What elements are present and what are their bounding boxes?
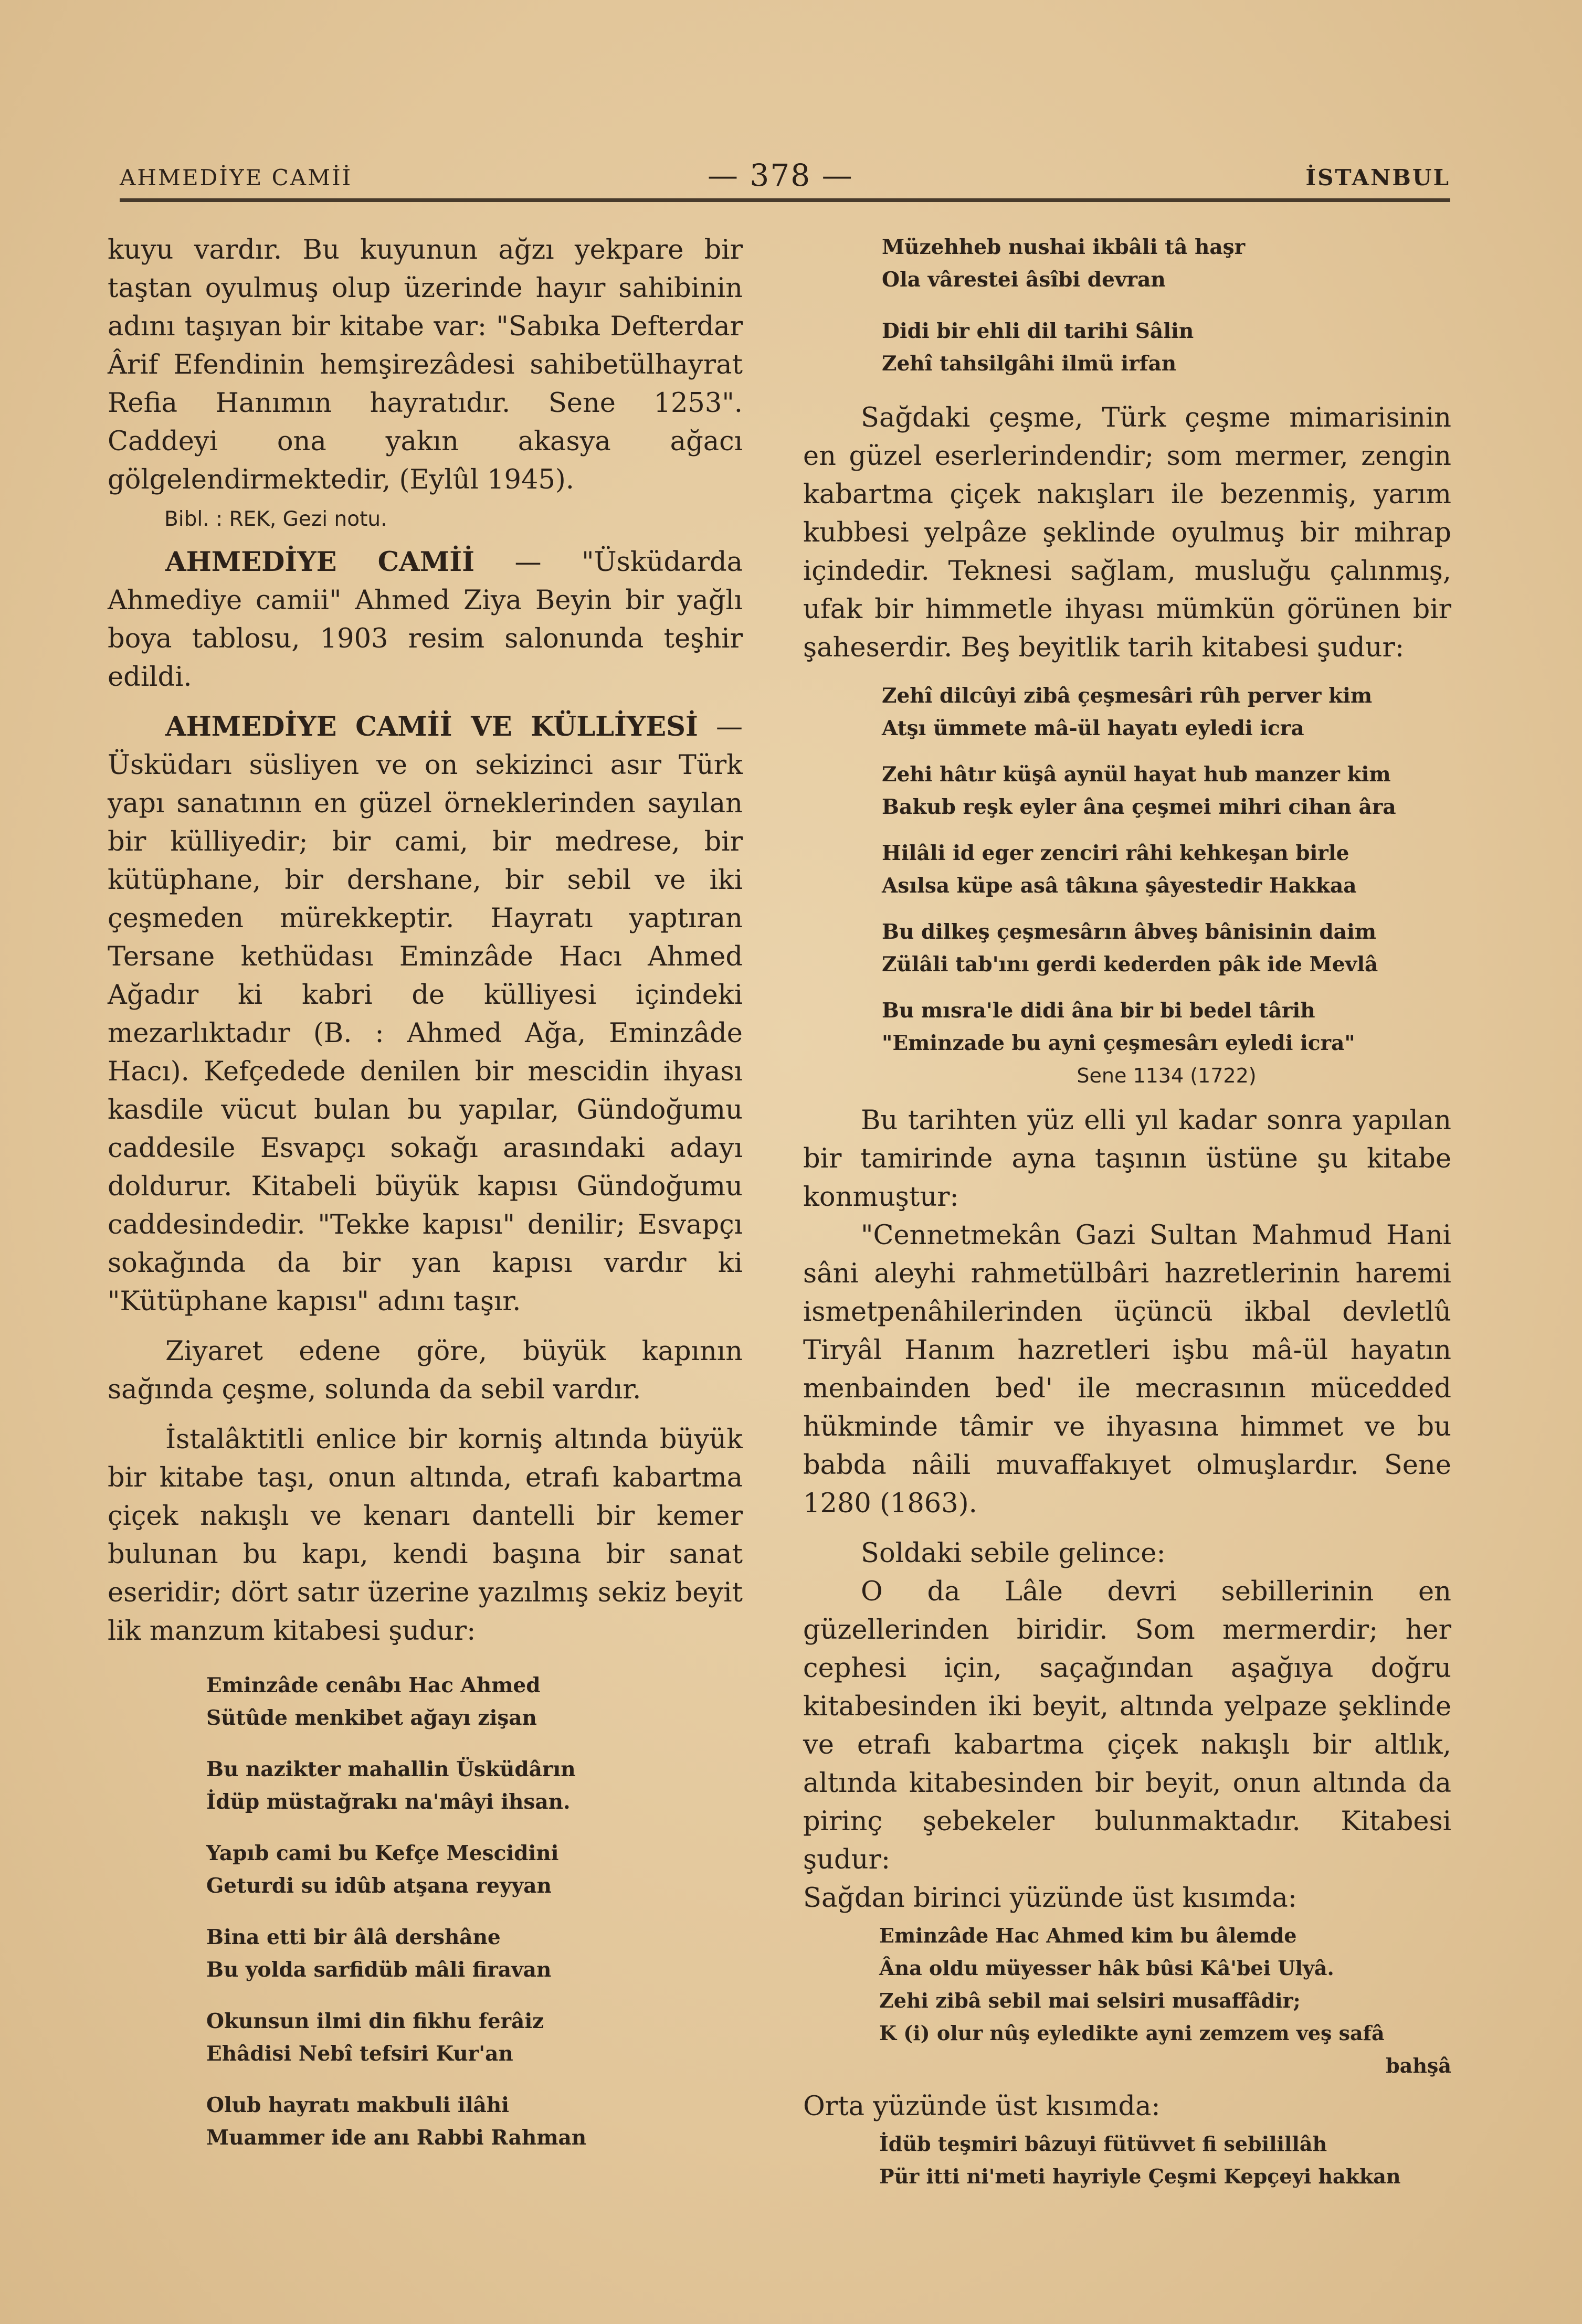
verse-line: Olub hayratı makbuli ilâhi: [206, 2093, 509, 2117]
verse-stanza: [882, 315, 1451, 380]
verse-line: K (i) olur nûş eyledikte ayni zemzem veş safâ: [879, 2021, 1385, 2045]
bibliography-note: Bibl. : REK, Gezi notu.: [164, 507, 387, 531]
verse-stanza: [108, 1669, 743, 1734]
verse-line: Eminzâde cenâbı Hac Ahmed: [206, 1673, 541, 1697]
verse-inscription-fountain: [803, 680, 1451, 1092]
verse-line: Sütûde menkibet ağayı zişan: [206, 1706, 537, 1730]
entry-text: — "Üsküdarda Ahmediye camii" Ahmed Ziya Beyin bir yağlı boya tablosu, 1903 resim salonunda teşhir edildi.: [108, 547, 743, 693]
paragraph-lale-devri: O da Lâle devri sebillerinin en güzellerinden biridir. Som mermerdir; her cephesi için, saçağından aşağıya doğru kitabesinden iki beyit, altında yelpaze şeklinde ve etrafı kabartma çiçek nakışlı bir altlık, altında kitabesinden bir beyit, onun altında da pirinç şebekeler bulunmaktadır. Kitabesi şudur:: [803, 1576, 1451, 1875]
entry-ahmediye-camii: [108, 543, 743, 696]
header-city: İSTANBUL: [1305, 165, 1450, 190]
verse-stanza: [882, 231, 1451, 296]
running-header: [120, 157, 1450, 194]
entry-text: — Üsküdarı süsliyen ve on sekizinci asır Türk yapı sanatının en güzel örneklerinden sayılan bir külliyedir; bir cami, bir medrese, bir kütüphane, bir dershane, bir sebil ve iki çeşmeden mürekkeptir. Hayratı yaptıran Tersane kethüdası Eminzâde Hacı Ahmed Ağadır ki kabri de külliyesi içindeki mezarlıktadır (B. : Ahmed Ağa, Eminzâde Hacı). Kefçedede denilen bir mescidin ihyası kasdile vücut bulan bu yapılar, Gündoğumu caddesile Esvapçı sokağı arasındaki adayı doldurur. Kitabeli büyük kapısı Gündoğumu caddesindedir. "Tekke kapısı" denilir; Esvapçı sokağında da bir yan kapısı vardır ki "Kütüphane kapısı" adını taşır.: [108, 712, 743, 1317]
verse-stanza: [108, 2005, 743, 2070]
verse-sebil-middle-face: [803, 2128, 1451, 2193]
verse-sebil-right-face: [803, 1919, 1451, 2082]
verse-line: Pür itti ni'meti hayriyle Çeşmi Kepçeyi hakkan: [879, 2164, 1401, 2188]
verse-stanza: [882, 837, 1451, 902]
verse-stanza: [882, 680, 1451, 745]
verse-line: Ehâdisi Nebî tefsiri Kur'an: [206, 2042, 513, 2066]
verse-inscription-continued: [803, 231, 1451, 380]
left-column: [108, 231, 743, 2173]
paragraph-sagdaki-cesme: Sağdaki çeşme, Türk çeşme mimarisinin en güzel eserlerindendir; som mermer, zengin kabartma çiçek nakışları ile bezenmiş, yarım kubbesi yelpâze şeklinde oyulmuş bir mihrap içindedir. Teknesi sağlam, musluğu çalınmış, ufak bir himmetle ihyası mümkün görünen bir şaheserdir. Beş beyitlik tarih kitabesi şudur:: [803, 402, 1451, 663]
verse-line: Zehî tahsilgâhi ilmü irfan: [882, 352, 1177, 376]
verse-stanza: [882, 994, 1451, 1092]
verse-line: Zehi hâtır küşâ aynül hayat hub manzer kim: [882, 762, 1391, 787]
entry-ahmediye-kulliyesi: [108, 708, 743, 1321]
header-section-title: AHMEDİYE CAMİİ: [120, 165, 353, 190]
verse-line: bahşâ: [1386, 2054, 1451, 2077]
verse-line: İdüb teşmiri bâzuyi fütüvvet fi sebilillâh: [879, 2132, 1327, 2156]
verse-line: Eminzâde Hac Ahmed kim bu âlemde: [879, 1924, 1297, 1947]
label-sagdan-birinci: Sağdan birinci yüzünde üst kısımda:: [803, 1883, 1297, 1914]
verse-line: İdüp müstağrakı na'mâyi ihsan.: [206, 1790, 571, 1814]
verse-line: Ola vârestei âsîbi devran: [882, 268, 1166, 292]
verse-line: Bina etti bir âlâ dershâne: [206, 1925, 501, 1949]
verse-stanza: [108, 2089, 743, 2154]
verse-line: Okunsun ilmi din fikhu ferâiz: [206, 2009, 544, 2033]
verse-line: Asılsa küpe asâ tâkına şâyestedir Hakkaa: [882, 874, 1357, 898]
verse-line: Geturdi su idûb atşana reyyan: [206, 1874, 552, 1898]
header-rule: [120, 198, 1450, 202]
label-orta-yuz: Orta yüzünde üst kısımda:: [803, 2091, 1161, 2122]
right-column: [803, 231, 1451, 2198]
paragraph-istalaktitli: İstalâktitli enlice bir korniş altında büyük bir kitabe taşı, onun altında, etrafı kabartma çiçek nakışlı ve kenarı dantelli bir kemer bulunan bu kapı, kendi başına bir sanat eseridir; dört satır üzerine yazılmış sekiz beyit lik manzum kitabesi şudur:: [108, 1424, 743, 1647]
paragraph-soldaki-sebil: Soldaki sebile gelince:: [861, 1538, 1166, 1569]
date-line: Sene 1134 (1722): [1077, 1064, 1257, 1087]
verse-line: "Eminzade bu ayni çeşmesârı eyledi icra": [882, 1031, 1355, 1055]
page-number: — 378 —: [708, 157, 853, 193]
verse-line: Âna oldu müyesser hâk bûsi Kâ'bei Ulyâ.: [879, 1956, 1334, 1980]
paragraph-cennetmekan: "Cennetmekân Gazi Sultan Mahmud Hani sâni aleyhi rahmetülbâri hazretlerinin haremi ismetpenâhilerinden üçüncü ikbal devletlû Tiryâl Hanım hazretleri işbu mâ-ül hayatın menbainden bed' ile mecrasının mücedded hükminde tâmir ve ihyasına himmet ve bu babda nâili muvaffakıyet olmuşlardır. Sene 1280 (1863).: [803, 1220, 1451, 1519]
entry-headword: AHMEDİYE CAMİİ VE KÜLLİYESİ: [165, 711, 698, 742]
verse-stanza: [882, 916, 1451, 981]
verse-line: Bu yolda sarfidüb mâli firavan: [206, 1958, 552, 1982]
paragraph-tarihten: Bu tarihten yüz elli yıl kadar sonra yapılan bir tamirinde ayna taşının üstüne şu kitabe konmuştur:: [803, 1105, 1451, 1213]
verse-line: Atşı ümmete mâ-ül hayatı eyledi icra: [882, 716, 1304, 740]
verse-line: Zehî dilcûyi zibâ çeşmesâri rûh perver kim: [882, 684, 1373, 708]
paragraph-kuyu: kuyu vardır. Bu kuyunun ağzı yekpare bir taştan oyulmuş olup üzerinde hayır sahibinin adını taşıyan bir kitabe var: "Sabıka Defterdar Ârif Efendinin hemşirezâdesi sahibetülhayrat Refia Hanımın hayratıdır. Sene 1253". Caddeyi ona yakın akasya ağacı gölgelendirmektedir, (Eylûl 1945).: [108, 235, 743, 495]
verse-line: Zülâli tab'ını gerdi kederden pâk ide Mevlâ: [882, 952, 1378, 977]
verse-line: Müzehheb nushai ikbâli tâ haşr: [882, 235, 1246, 259]
verse-line: Bu mısra'le didi âna bir bi bedel târih: [882, 999, 1315, 1023]
verse-stanza: [108, 1753, 743, 1818]
verse-line: Bakub reşk eyler âna çeşmei mihri cihan âra: [882, 795, 1396, 819]
verse-stanza: [882, 758, 1451, 823]
entry-headword: AHMEDİYE CAMİİ: [165, 546, 474, 578]
verse-line: Hilâli id eger zenciri râhi kehkeşan birle: [882, 841, 1349, 865]
verse-line: Didi bir ehli dil tarihi Sâlin: [882, 319, 1194, 343]
verse-inscription-gate: [108, 1669, 743, 2154]
verse-stanza: [108, 1921, 743, 1986]
verse-line: Zehi zibâ sebil mai selsiri musaffâdir;: [879, 1989, 1301, 2012]
verse-stanza: [108, 1837, 743, 1902]
verse-line: Yapıb cami bu Kefçe Mescidini: [206, 1841, 559, 1865]
verse-line: Muammer ide anı Rabbi Rahman: [206, 2126, 587, 2150]
paragraph-ziyaret: Ziyaret edene göre, büyük kapının sağında çeşme, solunda da sebil vardır.: [108, 1336, 743, 1405]
verse-line: Bu dilkeş çeşmesârın âbveş bânisinin daim: [882, 920, 1377, 944]
verse-line: Bu nazikter mahallin Üsküdârın: [206, 1757, 576, 1781]
